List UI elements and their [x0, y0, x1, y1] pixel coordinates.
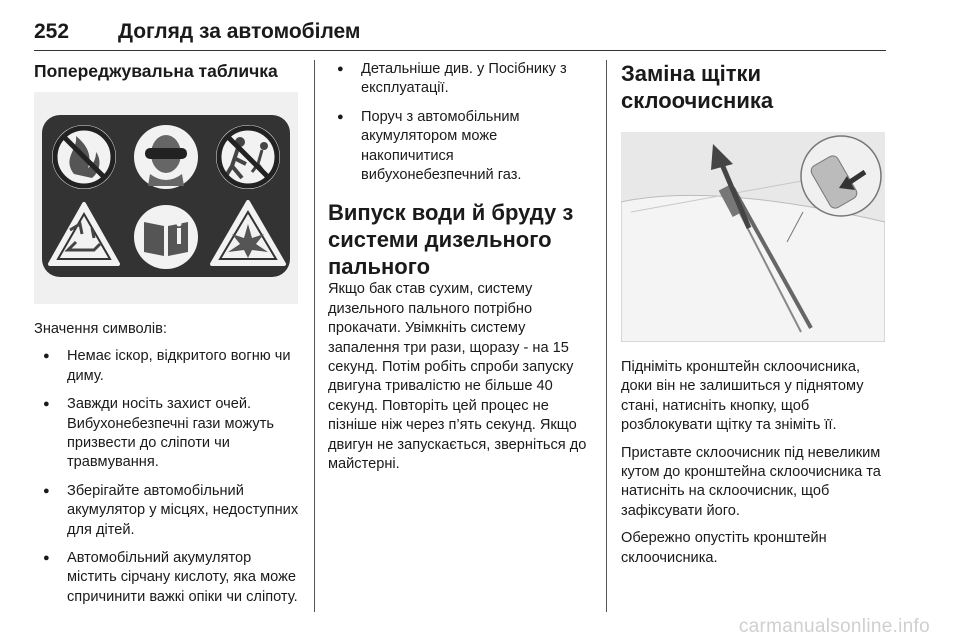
list-item: ● Зберігайте автомобільний акумулятор у місцях, недоступних для дітей.	[34, 482, 302, 540]
page-number: 252	[34, 20, 70, 43]
wiper-step-2: Приставте склоочисник під невеликим кутом до кронштейна склоочисника та натисніть на склоочисник, щоб зафіксувати його.	[621, 444, 881, 519]
column-divider	[314, 60, 315, 612]
wiper-blade-image	[621, 132, 885, 342]
wiper-section-title: Заміна щітки склоочисника	[621, 61, 774, 113]
diesel-section-body: Якщо бак став сухим, систему дизельного пального потрібно прокачати. Увімкніть систему запалення три рази, щоразу - на 15 секунд. Потім робіть спроби запуску двигуна тривалістю не більше 40 секунд. Повторіть цей процес не пізніше ніж через п’ять секунд. Якщо двигун не запускається, зверніться до майстерні.	[328, 281, 587, 473]
warning-label-image	[34, 92, 298, 304]
symbol-meaning-list	[34, 347, 302, 607]
warning-continued-list	[328, 60, 590, 185]
watermark: carmanualsonline.info	[738, 616, 930, 637]
column-diesel	[328, 60, 590, 475]
column-wiper	[621, 60, 887, 568]
wiper-step-3: Обережно опустіть кронштейн склоочисника.	[621, 530, 827, 566]
list-item: ● Автомобільний акумулятор містить сірчану кислоту, яка може спричинити важкі опіки чи сліпоту.	[34, 549, 302, 607]
warning-label-heading: Попереджувальна табличка	[34, 61, 278, 81]
wiper-step-1: Підніміть кронштейн склоочисника, доки він не залишиться у піднятому стані, натисніть кнопку, щоб розблокувати щітку та зніміть її.	[621, 359, 864, 434]
list-item: ● Детальніше див. у Посібнику з експлуатації.	[328, 60, 590, 99]
column-divider	[606, 60, 607, 612]
no-fire-icon	[52, 125, 116, 189]
column-warning-label	[34, 60, 302, 616]
keep-children-away-icon	[216, 125, 280, 189]
wiper-blade-svg	[621, 132, 885, 342]
read-manual-icon	[134, 205, 198, 269]
list-item: ● Немає іскор, відкритого вогню чи диму.	[34, 347, 302, 386]
eye-protection-icon	[134, 125, 198, 189]
warning-label-svg	[34, 92, 298, 304]
list-item: ● Завжди носіть захист очей. Вибухонебезпечні гази можуть призвести до сліпоти чи травмування.	[34, 395, 302, 473]
page-title: Догляд за автомобілем	[118, 20, 361, 43]
diesel-section-title: Випуск води й бруду з системи дизельного пального	[328, 200, 574, 280]
page-header	[34, 20, 886, 51]
symbols-intro: Значення символів:	[34, 321, 167, 337]
list-item: ● Поруч з автомобільним акумулятором може накопичитися вибухонебезпечний газ.	[328, 108, 590, 186]
